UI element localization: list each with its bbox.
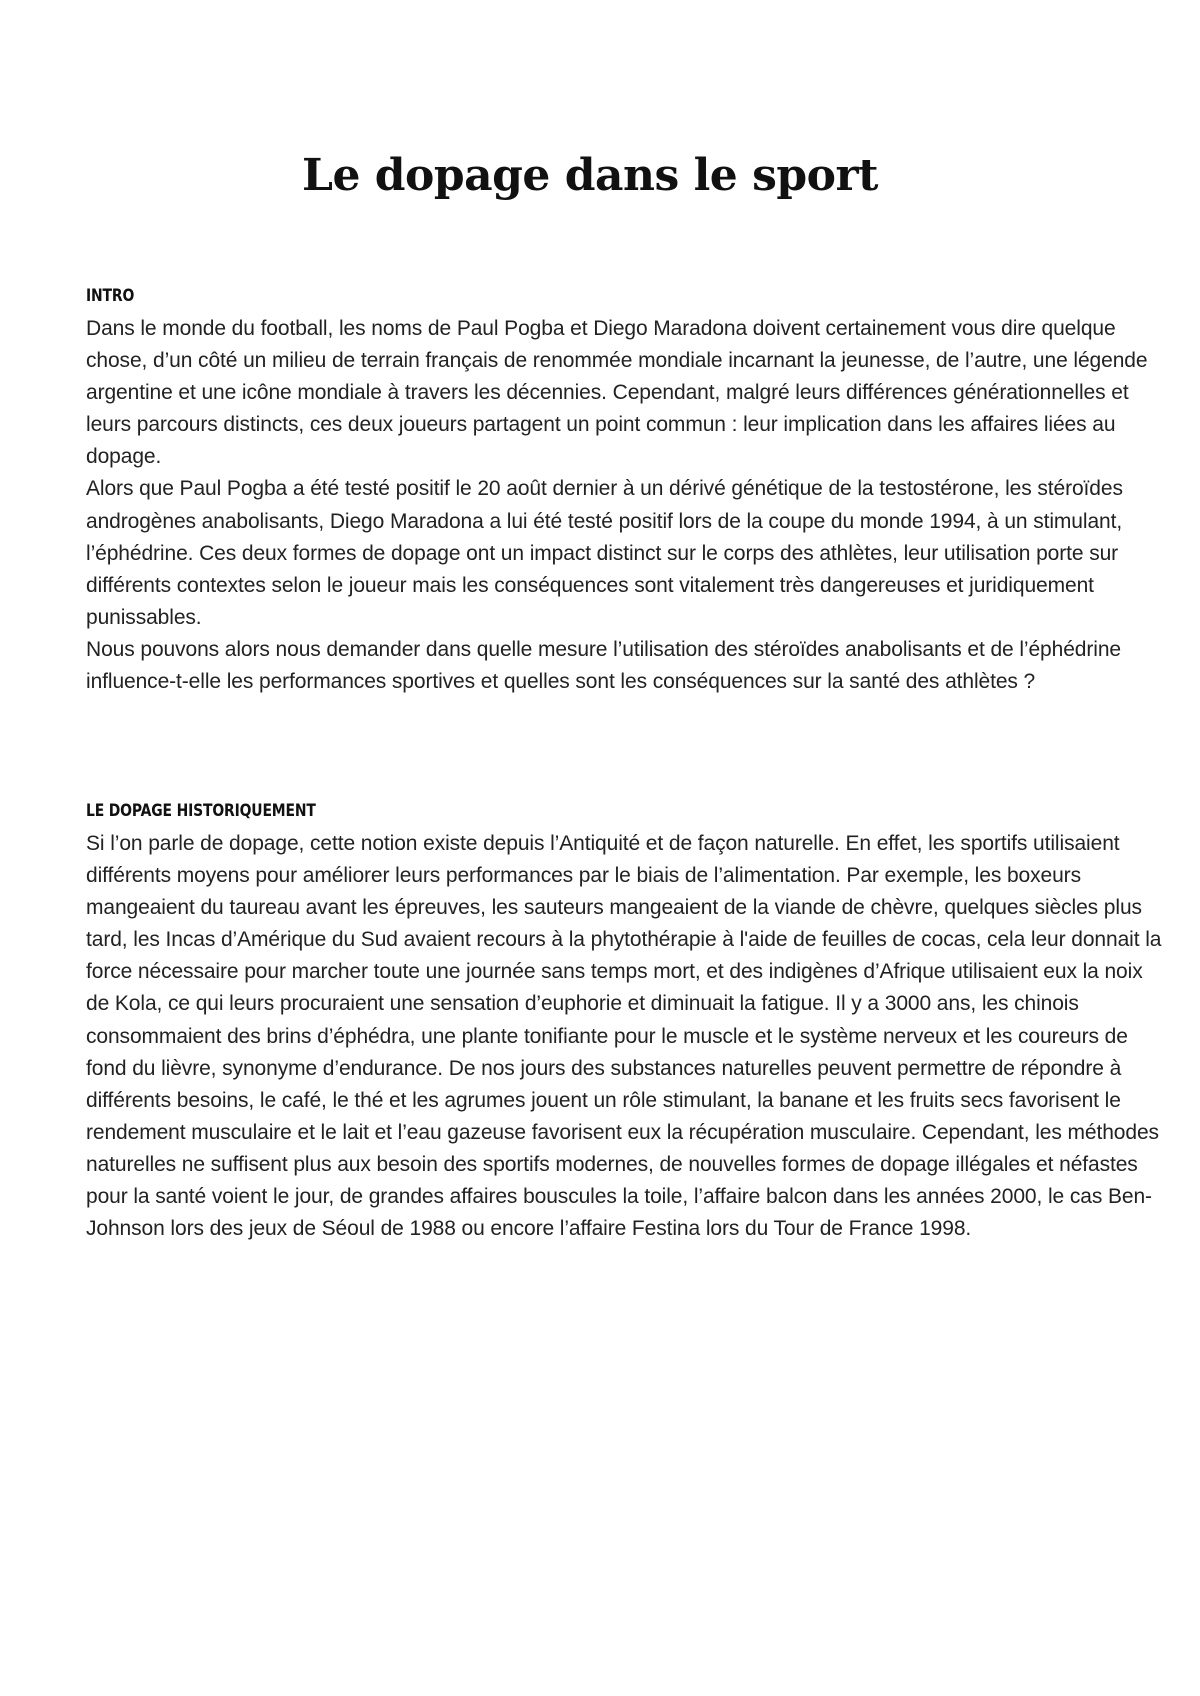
section-heading: LE DOPAGE HISTORIQUEMENT: [86, 801, 316, 821]
paragraph: Alors que Paul Pogba a été testé positif le 20 août dernier à un dérivé génétique de la testostérone, les stéroïdes androgènes anabolisants, Diego Maradona a lui été testé positif lors de la coupe du monde 1994, à un stimulant, l’éphédrine. Ces deux formes de dopage ont un impact distinct sur le corps des athlètes, leur utilisation porte sur différents contextes selon le joueur mais les conséquences sont vitalement très dangereuses et juridiquement punissables.: [86, 477, 1123, 629]
section-heading: INTRO: [86, 286, 135, 306]
page-title: Le dopage dans le sport: [302, 150, 878, 201]
paragraph: Si l’on parle de dopage, cette notion existe depuis l’Antiquité et de façon naturelle. En effet, les sportifs utilisaient différents moyens pour améliorer leurs performances par le biais de l’alimentation. Par exemple, les boxeurs mangeaient du taureau avant les épreuves, les sauteurs mangeaient de la viande de chèvre, quelques siècles plus tard, les Incas d’Amérique du Sud avaient recours à la phytothérapie à l'aide de feuilles de cocas, cela leur donnait la force nécessaire pour marcher toute une journée sans temps mort, et des indigènes d’Afrique utilisaient eux la noix de Kola, ce qui leurs procuraient une sensation d’euphorie et diminuait la fatigue. Il y a 3000 ans, les chinois consommaient des brins d’éphédra, une plante tonifiante pour le muscle et le système nerveux et les coureurs de fond du lièvre, synonyme d’endurance. De nos jours des substances naturelles peuvent permettre de répondre à différents besoins, le café, le thé et les agrumes jouent un rôle stimulant, la banane et les fruits secs favorisent le rendement musculaire et le lait et l’eau gazeuse favorisent eux la récupération musculaire. Cependant, les méthodes naturelles ne suffisent plus aux besoin des sportifs modernes, de nouvelles formes de dopage illégales et néfastes pour la santé voient le jour, de grandes affaires bouscules la toile, l’affaire balcon dans les années 2000, le cas Ben-Johnson lors des jeux de Séoul de 1988 ou encore l’affaire Festina lors du Tour de France 1998.: [86, 832, 1162, 1241]
paragraph: Dans le monde du football, les noms de Paul Pogba et Diego Maradona doivent certainement vous dire quelque chose, d’un côté un milieu de terrain français de renommée mondiale incarnant la jeunesse, de l’autre, une légende argentine et une icône mondiale à travers les décennies. Cependant, malgré leurs différences générationnelles et leurs parcours distincts, ces deux joueurs partagent un point commun : leur implication dans les affaires liées au dopage.: [86, 317, 1148, 469]
section-intro: [86, 285, 1162, 698]
section-history: [86, 800, 1162, 1245]
paragraph: Nous pouvons alors nous demander dans quelle mesure l’utilisation des stéroïdes anabolisants et de l’éphédrine influence-t-elle les performances sportives et quelles sont les conséquences sur la santé des athlètes ?: [86, 637, 1121, 694]
